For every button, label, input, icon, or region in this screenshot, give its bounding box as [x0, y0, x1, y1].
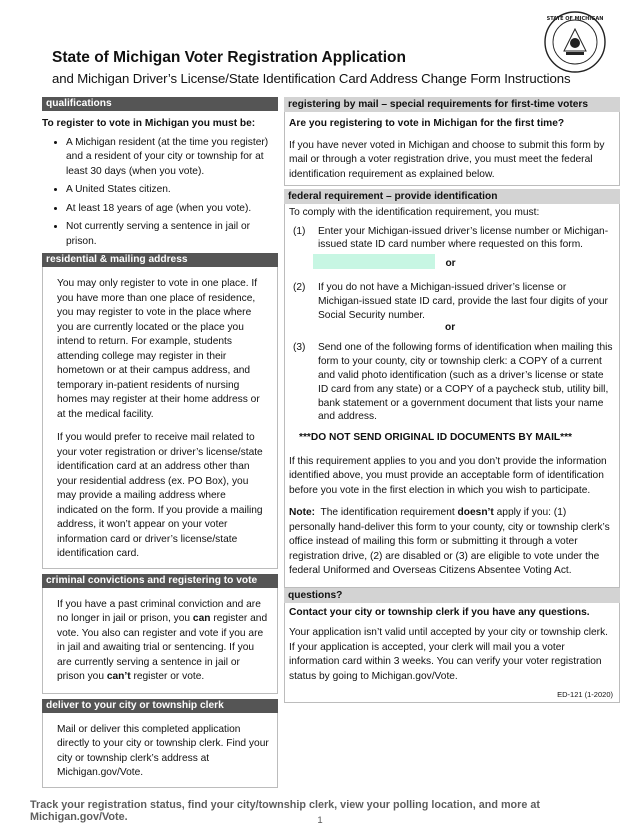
id-option-3-text: Send one of the following forms of identification when mailing this form to your county, city or township clerk: a COPY of a current and valid photo identification (such as a driver’s license or state ID card from any state) or a COPY of a paycheck stub, utility bill, bank statement or a government document that lists your name and address.	[318, 342, 613, 423]
no-originals-warning: ***DO NOT SEND ORIGINAL ID DOCUMENTS BY MAIL***	[299, 432, 573, 444]
deliver-text: Mail or deliver this completed application directly to your city or township clerk. Find your city or township clerk’s address at Michigan.gov/Vote.	[57, 723, 269, 778]
federal-box	[284, 204, 620, 588]
id-option-2-number: (2)	[293, 282, 306, 294]
id-option-1-text: Enter your Michigan-issued driver’s license number or Michigan-issued state ID card number where requested on this form.	[318, 225, 609, 251]
qualification-item: • A Michigan resident (at the time you register) and a resident of your city or township for at least 30 days (when you vote).	[66, 136, 278, 180]
criminal-bold-can: can	[192, 613, 211, 624]
questions-contact: Contact your city or township clerk if you have any questions.	[289, 606, 590, 618]
note-text-1: The identification requirement	[315, 507, 458, 519]
questions-heading: questions?	[284, 588, 620, 603]
criminal-box	[42, 588, 278, 694]
residential-box	[42, 267, 278, 569]
page-number: 1	[317, 815, 323, 826]
note-text-2: apply if you: (1) personally hand-deliver this form to your county, city or township clerk’s office instead of mailing this form or submitting it through a voter registration drive, (2) are disabled or (3) are eligible to vote under the federal Uniformed and Overseas Citizens Absentee Voting Act.	[289, 507, 610, 577]
note-bold-doesnt: doesn’t	[457, 507, 494, 519]
or-label-2: or	[445, 322, 456, 334]
qualifications-list	[42, 136, 278, 250]
left-column	[42, 97, 278, 788]
id-option-3	[289, 341, 613, 424]
qualification-item: • Not currently serving a sentence in jail or prison.	[66, 220, 278, 249]
federal-heading: federal requirement – provide identification	[284, 189, 620, 204]
document-title: State of Michigan Voter Registration Application	[52, 49, 406, 66]
license-number-highlight	[313, 254, 435, 269]
questions-text: Your application isn’t valid until accepted by your city or township clerk. If your application is accepted, your clerk will mail you a voter information card within 3 weeks. You can verify your voter registration status by going to Michigan.gov/Vote.	[289, 627, 608, 682]
id-option-2	[289, 281, 613, 322]
criminal-text-2: register and vote. You also can register and vote if you are in jail and awaiting trial or sentencing. If you are currently serving a sentence in jail or prison you	[57, 613, 268, 682]
residential-paragraph-2: If you would prefer to receive mail related to your voter registration or driver’s license/state identification card at an address other than your residential address (ex. PO Box), you may provide a mailing address where indicated on the form. If you provide a mailing address, it won’t appear on your voter information card or driver’s license/state identification card.	[57, 432, 263, 559]
deliver-box	[42, 713, 278, 788]
qualification-item: • At least 18 years of age (when you vote).	[66, 202, 278, 217]
questions-box	[284, 603, 620, 704]
form-id: ED-121 (1-2020)	[557, 690, 613, 700]
deliver-heading: deliver to your city or township clerk	[42, 699, 278, 713]
qualifications-heading: qualifications	[42, 97, 278, 111]
residential-heading: residential & mailing address	[42, 253, 278, 267]
mail-text: If you have never voted in Michigan and choose to submit this form by mail or through a voter registration drive, you must meet the federal identification requirement as explained below.	[289, 139, 605, 180]
requirement-paragraph: If this requirement applies to you and you don’t provide the information identified above, you must provide an acceptable form of identification before you vote in the first election in which you wish to participate.	[289, 455, 607, 496]
state-seal-icon	[544, 11, 606, 73]
federal-intro: To comply with the identification requirement, you must:	[289, 207, 540, 218]
criminal-paragraph	[57, 598, 269, 685]
criminal-heading: criminal convictions and registering to vote	[42, 574, 278, 588]
id-option-1	[289, 225, 613, 253]
note-label: Note:	[289, 507, 316, 519]
qualification-item: • A United States citizen.	[66, 183, 278, 198]
qualifications-intro: To register to vote in Michigan you must be:	[42, 118, 256, 129]
residential-paragraph-1: You may only register to vote in one place. If you have more than one place of residence, you may register to vote in the place where you are currently located or the place you intend to return. For example, students attending college may register in their hometown or at their campus address, and temporary in-patient residents of nursing homes may register at their home address or at the medical facility.	[57, 278, 260, 420]
id-option-2-text: If you do not have a Michigan-issued driver’s license or Michigan-issued state ID card, provide the last four digits of your Social Security number.	[318, 282, 608, 321]
mail-heading: registering by mail – special requirements for first-time voters	[284, 97, 620, 112]
criminal-text-1: If you have a past criminal conviction and are no longer in jail or prison, you	[57, 598, 261, 624]
mail-question: Are you registering to vote in Michigan for the first time?	[289, 118, 565, 129]
criminal-text-3: register or vote.	[130, 671, 205, 682]
mail-box	[284, 112, 620, 186]
or-row-1	[289, 253, 613, 271]
note-paragraph	[289, 506, 613, 579]
id-option-1-number: (1)	[293, 225, 306, 237]
seal-text: STATE OF MICHIGAN	[546, 16, 604, 22]
document-subtitle: and Michigan Driver’s License/State Identification Card Address Change Form Instructions	[52, 71, 571, 86]
or-label-1: or	[445, 258, 456, 270]
criminal-bold-cant: can’t	[106, 671, 131, 682]
id-option-3-number: (3)	[293, 342, 306, 354]
footer-text: Track your registration status, find your city/township clerk, view your polling location, and more at Michigan.gov/Vote.	[30, 799, 540, 823]
right-column	[284, 97, 620, 703]
